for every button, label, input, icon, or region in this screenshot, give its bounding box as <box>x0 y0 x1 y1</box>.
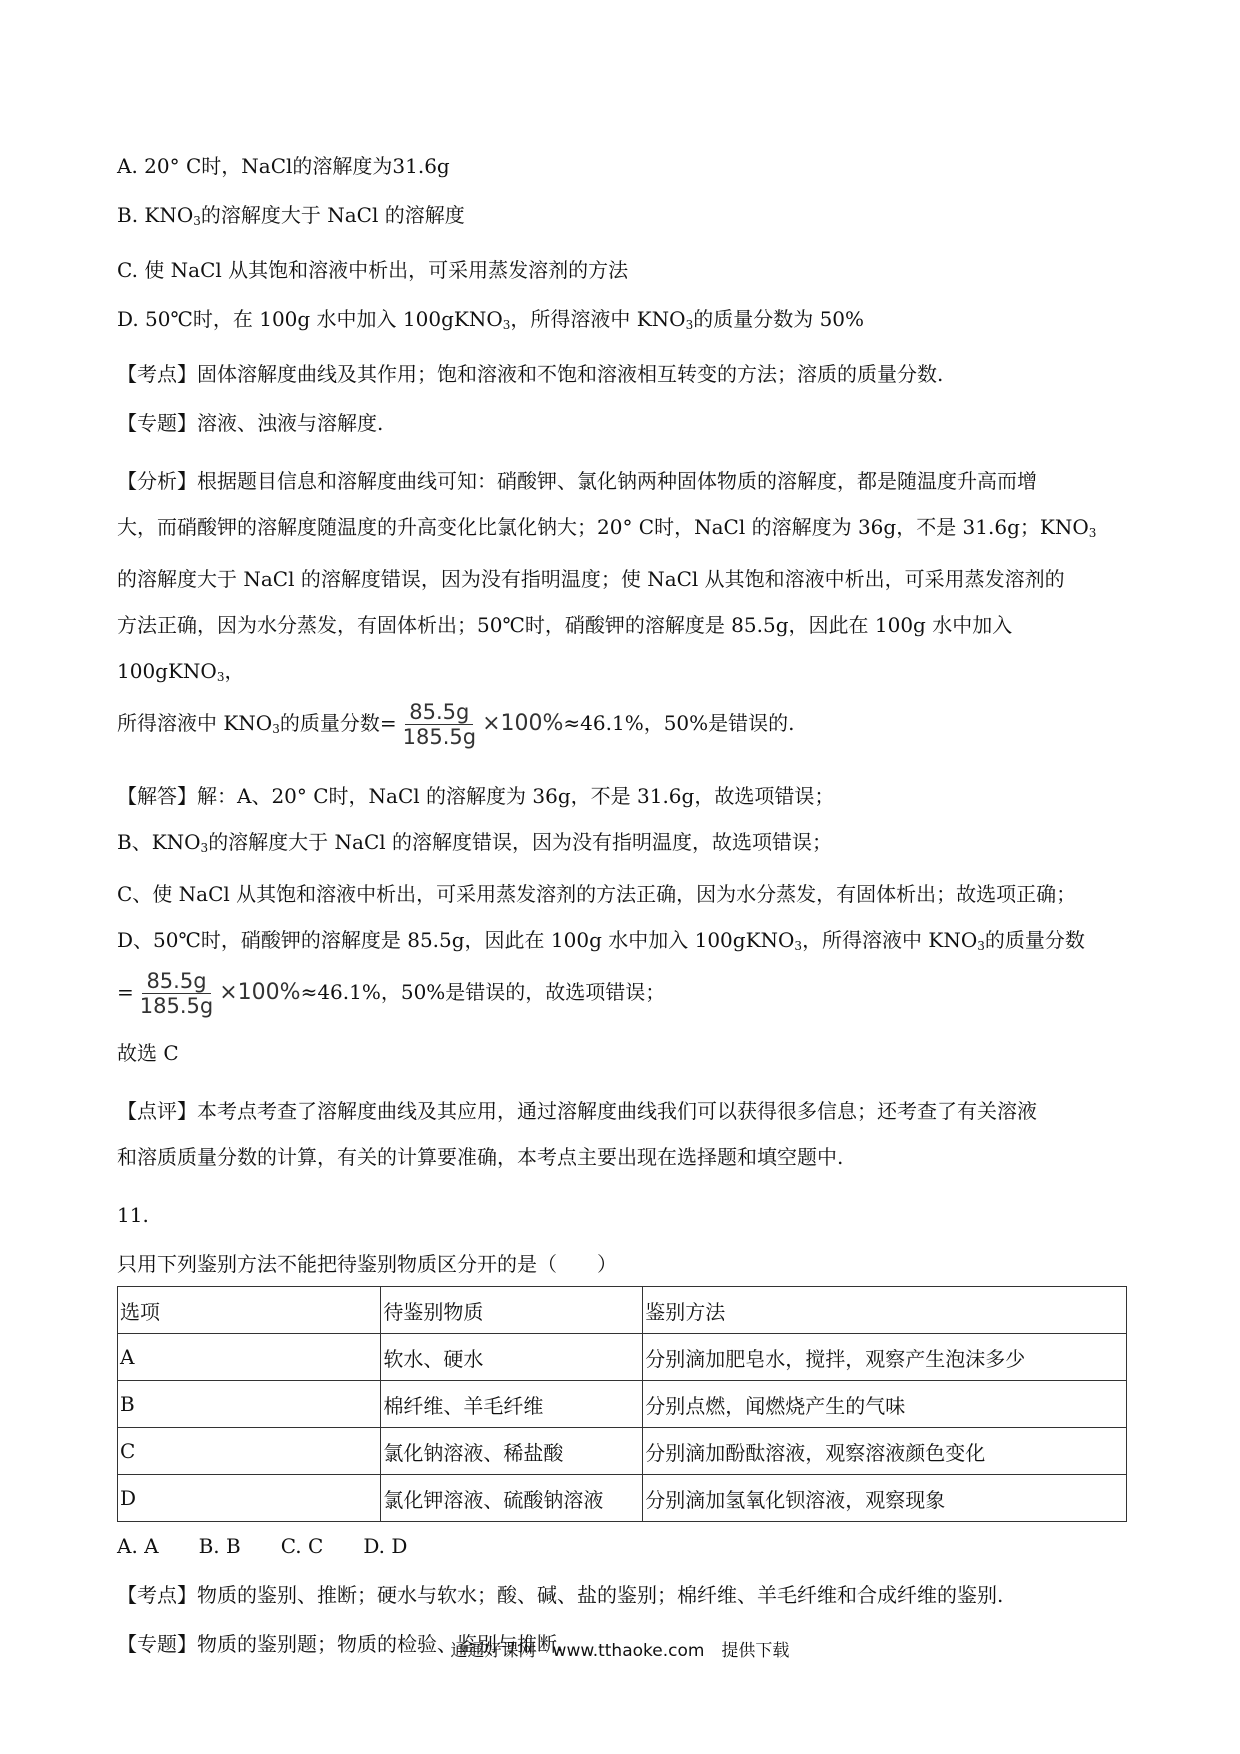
dianping-line-1: 【点评】本考点考查了溶解度曲线及其应用，通过溶解度曲线我们可以获得很多信息；还考查了有关溶液 <box>117 1099 1037 1123</box>
jieda-paragraph <box>117 773 1127 1018</box>
table-cell: 分别滴加酚酞溶液，观察溶液颜色变化 <box>643 1428 1127 1475</box>
table-row <box>118 1334 1127 1381</box>
percent-multiplier: ×100% <box>482 711 564 736</box>
table-cell: 软水、硬水 <box>381 1334 643 1381</box>
fenxi-paragraph <box>117 458 1127 752</box>
fraction-formula: $\frac{85.5g}{185.5g}$ <box>402 700 477 749</box>
percent-multiplier: ×100% <box>219 980 301 1005</box>
table-header-cell: 待鉴别物质 <box>381 1287 643 1334</box>
choices-line: A. A B. B C. C D. D <box>117 1534 408 1558</box>
table-header-cell: 鉴别方法 <box>643 1287 1127 1334</box>
question-number: 11. <box>117 1203 149 1227</box>
fenxi-line-2: 大，而硝酸钾的溶解度随温度的升高变化比氯化钠大；20° C时，NaCl 的溶解度为 36g，不是 31.6g；$KNO_3$ <box>117 515 1097 540</box>
jieda-line-3: C、使 NaCl 从其饱和溶液中析出，可采用蒸发溶剂的方法正确，因为水分蒸发，有固体析出；故选项正确； <box>117 882 1077 906</box>
dianping-line-2: 和溶质质量分数的计算，有关的计算要准确，本考点主要出现在选择题和填空题中. <box>117 1145 844 1169</box>
table-cell: D <box>118 1475 381 1522</box>
table-header-row <box>118 1287 1127 1334</box>
table-cell: 分别点燃，闻燃烧产生的气味 <box>643 1381 1127 1428</box>
question-stem: 只用下列鉴别方法不能把待鉴别物质区分开的是（ ） <box>117 1252 617 1276</box>
table-header-cell: 选项 <box>118 1287 381 1334</box>
fenxi-line-1: 【分析】根据题目信息和溶解度曲线可知：硝酸钾、氯化钠两种固体物质的溶解度，都是随温度升高而增 <box>117 469 1037 493</box>
fraction-formula: $\frac{85.5g}{185.5g}$ <box>139 969 214 1018</box>
page-footer: 通通好课网 www.tthaoke.com 提供下载 <box>450 1641 790 1661</box>
table-cell: C <box>118 1428 381 1475</box>
option-a: A. 20° C时，NaCl的溶解度为31.6g <box>117 154 450 178</box>
option-d: D. 50℃时，在 100g 水中加入 100gKNO$_3$，所得溶液中 $KNO_3$的质量分数为 50% <box>117 307 865 332</box>
table-cell: 分别滴加氢氧化钡溶液，观察现象 <box>643 1475 1127 1522</box>
dianping-paragraph <box>117 1088 1127 1180</box>
table-cell: 氯化钠溶液、稀盐酸 <box>381 1428 643 1475</box>
fenxi-line-3: 的溶解度大于 NaCl 的溶解度错误，因为没有指明温度；使 NaCl 从其饱和溶液中析出，可采用蒸发溶剂的 <box>117 567 1065 591</box>
table-cell: B <box>118 1381 381 1428</box>
table-cell: 氯化钾溶液、硫酸钠溶液 <box>381 1475 643 1522</box>
zhuanti-11: 【专题】物质的鉴别题；物质的检验、鉴别与推断. <box>117 1632 564 1656</box>
table-row <box>118 1428 1127 1475</box>
option-c: C. 使 NaCl 从其饱和溶液中析出，可采用蒸发溶剂的方法 <box>117 258 629 282</box>
fenxi-line-4: 方法正确，因为水分蒸发，有固体析出；50℃时，硝酸钾的溶解度是 85.5g，因此在 100g 水中加入 100gKNO$_3$， <box>117 613 1013 684</box>
kaodian-10: 【考点】固体溶解度曲线及其作用；饱和溶液和不饱和溶液相互转变的方法；溶质的质量分数. <box>117 362 944 386</box>
answer-line: 故选 C <box>117 1041 179 1065</box>
identification-table <box>117 1286 1127 1522</box>
zhuanti-10: 【专题】溶液、浊液与溶解度. <box>117 411 384 435</box>
jieda-line-5: = $\frac{85.5g}{185.5g}$ ×100%≈46.1%，50%是错误的，故选项错误； <box>117 969 666 1018</box>
table-row <box>118 1381 1127 1428</box>
document-body <box>117 152 1127 1658</box>
kaodian-11: 【考点】物质的鉴别、推断；硬水与软水；酸、碱、盐的鉴别；棉纤维、羊毛纤维和合成纤维的鉴别. <box>117 1583 1004 1607</box>
jieda-line-4: D、50℃时，硝酸钾的溶解度是 85.5g，因此在 100g 水中加入 100gKNO$_3$，所得溶液中 $KNO_3$的质量分数 <box>117 928 1085 953</box>
jieda-line-1: 【解答】解：A、20° C时，NaCl 的溶解度为 36g，不是 31.6g，故选项错误； <box>117 784 835 808</box>
table-cell: 分别滴加肥皂水，搅拌，观察产生泡沫多少 <box>643 1334 1127 1381</box>
fenxi-line-5: 所得溶液中 $KNO_3$的质量分数= $\frac{85.5g}{185.5g}$ ×100%≈46.1%，50%是错误的. <box>117 700 795 749</box>
table-cell: A <box>118 1334 381 1381</box>
jieda-line-2: B、$KNO_3$的溶解度大于 NaCl 的溶解度错误，因为没有指明温度，故选项错误； <box>117 830 833 855</box>
table-row <box>118 1475 1127 1522</box>
option-b: B. $KNO_3$的溶解度大于 NaCl 的溶解度 <box>117 203 465 228</box>
table-cell: 棉纤维、羊毛纤维 <box>381 1381 643 1428</box>
